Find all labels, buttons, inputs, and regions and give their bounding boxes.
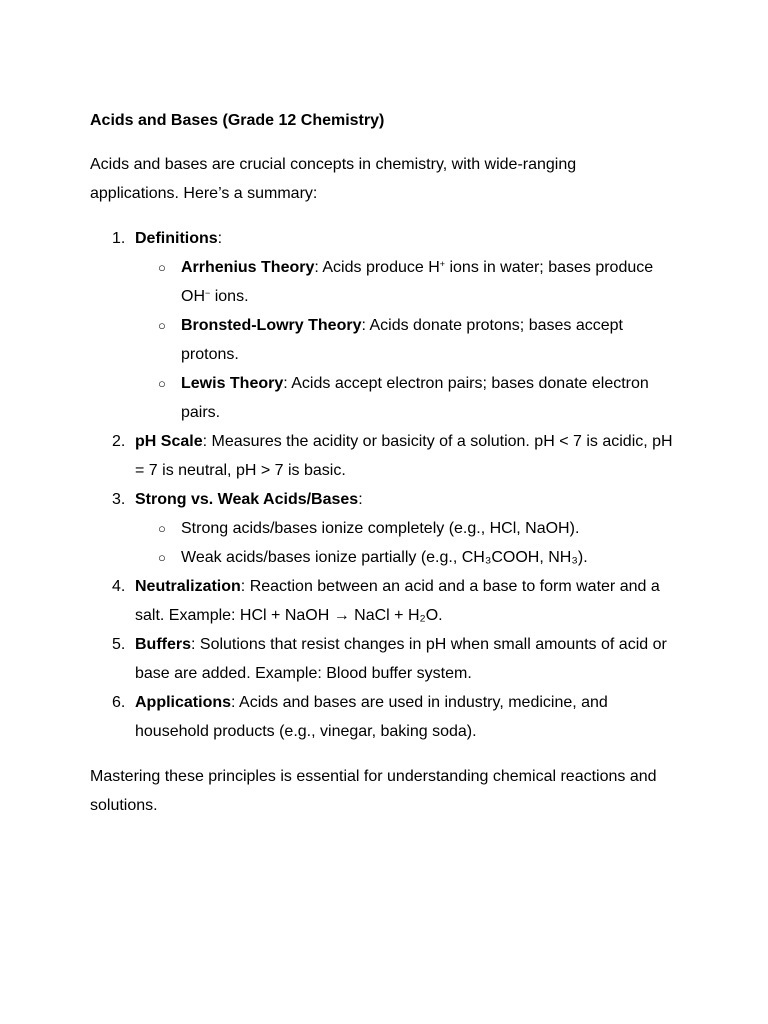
sub-list-item bbox=[90, 369, 690, 427]
list-item-body bbox=[135, 630, 680, 688]
list-number: 4. bbox=[112, 578, 126, 595]
sub-list-item bbox=[90, 543, 690, 572]
list-item bbox=[90, 427, 690, 485]
sub-list-item-term: Bronsted-Lowry Theory bbox=[181, 317, 362, 334]
list-item-term: Applications bbox=[135, 694, 232, 711]
hollow-bullet-icon: ○ bbox=[158, 376, 166, 391]
list-number: 3. bbox=[112, 491, 126, 508]
list-item-text: : Solutions that resist changes in pH when small amounts of acid or base are added. Example: Blood buffer system. bbox=[135, 636, 667, 682]
superscript-plus: + bbox=[439, 259, 446, 269]
sub-list-item-text: ions. bbox=[210, 288, 249, 305]
sub-list-item-text: : Acids donate protons; bases accept protons. bbox=[181, 317, 623, 363]
list-item-text: : Measures the acidity or basicity of a solution. pH < 7 is acidic, pH = 7 is neutral, pH > 7 is basic. bbox=[135, 433, 673, 479]
list-number: 2. bbox=[112, 433, 126, 450]
list-item bbox=[90, 572, 690, 630]
numbered-list bbox=[90, 224, 690, 746]
list-item-term: Buffers bbox=[135, 636, 192, 653]
sub-list-item-text: Strong acids/bases ionize completely (e.g., HCl, NaOH). bbox=[181, 520, 580, 537]
list-number: 1. bbox=[112, 230, 126, 247]
hollow-bullet-icon: ○ bbox=[158, 550, 166, 565]
sub-list-item-text: Weak acids/bases ionize partially (e.g., CH₃COOH, NH₃). bbox=[181, 549, 588, 566]
closing-paragraph: Mastering these principles is essential for understanding chemical reactions and solutions. bbox=[90, 768, 657, 814]
list-number: 6. bbox=[112, 694, 126, 711]
sub-list-item-text: ions in water; bases produce OH bbox=[181, 259, 654, 305]
list-item-term: Neutralization bbox=[135, 578, 241, 595]
list-item bbox=[90, 485, 690, 514]
list-number: 5. bbox=[112, 636, 126, 653]
intro-paragraph: Acids and bases are crucial concepts in chemistry, with wide-ranging applications. Here’s a summary: bbox=[90, 156, 577, 202]
hollow-bullet-icon: ○ bbox=[158, 260, 166, 275]
list-item-text: : bbox=[217, 230, 223, 247]
sub-list-item-text: : Acids produce H bbox=[314, 259, 440, 276]
list-item-term: pH Scale bbox=[135, 433, 203, 450]
sub-list-item bbox=[90, 311, 690, 369]
list-item bbox=[90, 224, 690, 253]
list-item-term: Definitions bbox=[135, 230, 218, 247]
sub-list-item-term: Lewis Theory bbox=[181, 375, 284, 392]
sub-list-item-term: Arrhenius Theory bbox=[181, 259, 315, 276]
hollow-bullet-icon: ○ bbox=[158, 318, 166, 333]
list-item-body bbox=[135, 572, 680, 630]
sub-list-item-text: : Acids accept electron pairs; bases donate electron pairs. bbox=[181, 375, 649, 421]
list-item bbox=[90, 630, 690, 688]
sub-list-item-body bbox=[181, 253, 676, 311]
sub-list-item-body bbox=[181, 311, 676, 369]
sub-list-item bbox=[90, 514, 690, 543]
superscript-minus: − bbox=[205, 288, 211, 298]
sub-list-item bbox=[90, 253, 690, 311]
hollow-bullet-icon: ○ bbox=[158, 521, 166, 536]
document-title: Acids and Bases (Grade 12 Chemistry) bbox=[90, 112, 385, 129]
list-item-body bbox=[135, 688, 680, 746]
list-item-text: : Acids and bases are used in industry, medicine, and household products (e.g., vinegar, baking soda). bbox=[135, 694, 608, 740]
list-item bbox=[90, 688, 690, 746]
list-item-body bbox=[135, 485, 680, 514]
list-item-text: : bbox=[358, 491, 363, 508]
list-item-body bbox=[135, 224, 680, 253]
sub-list-item-body bbox=[181, 369, 676, 427]
list-item-text: : Reaction between an acid and a base to form water and a salt. Example: HCl + NaOH → NaCl + H₂O. bbox=[135, 578, 660, 624]
list-item-term: Strong vs. Weak Acids/Bases bbox=[135, 491, 359, 508]
list-item-body bbox=[135, 427, 680, 485]
